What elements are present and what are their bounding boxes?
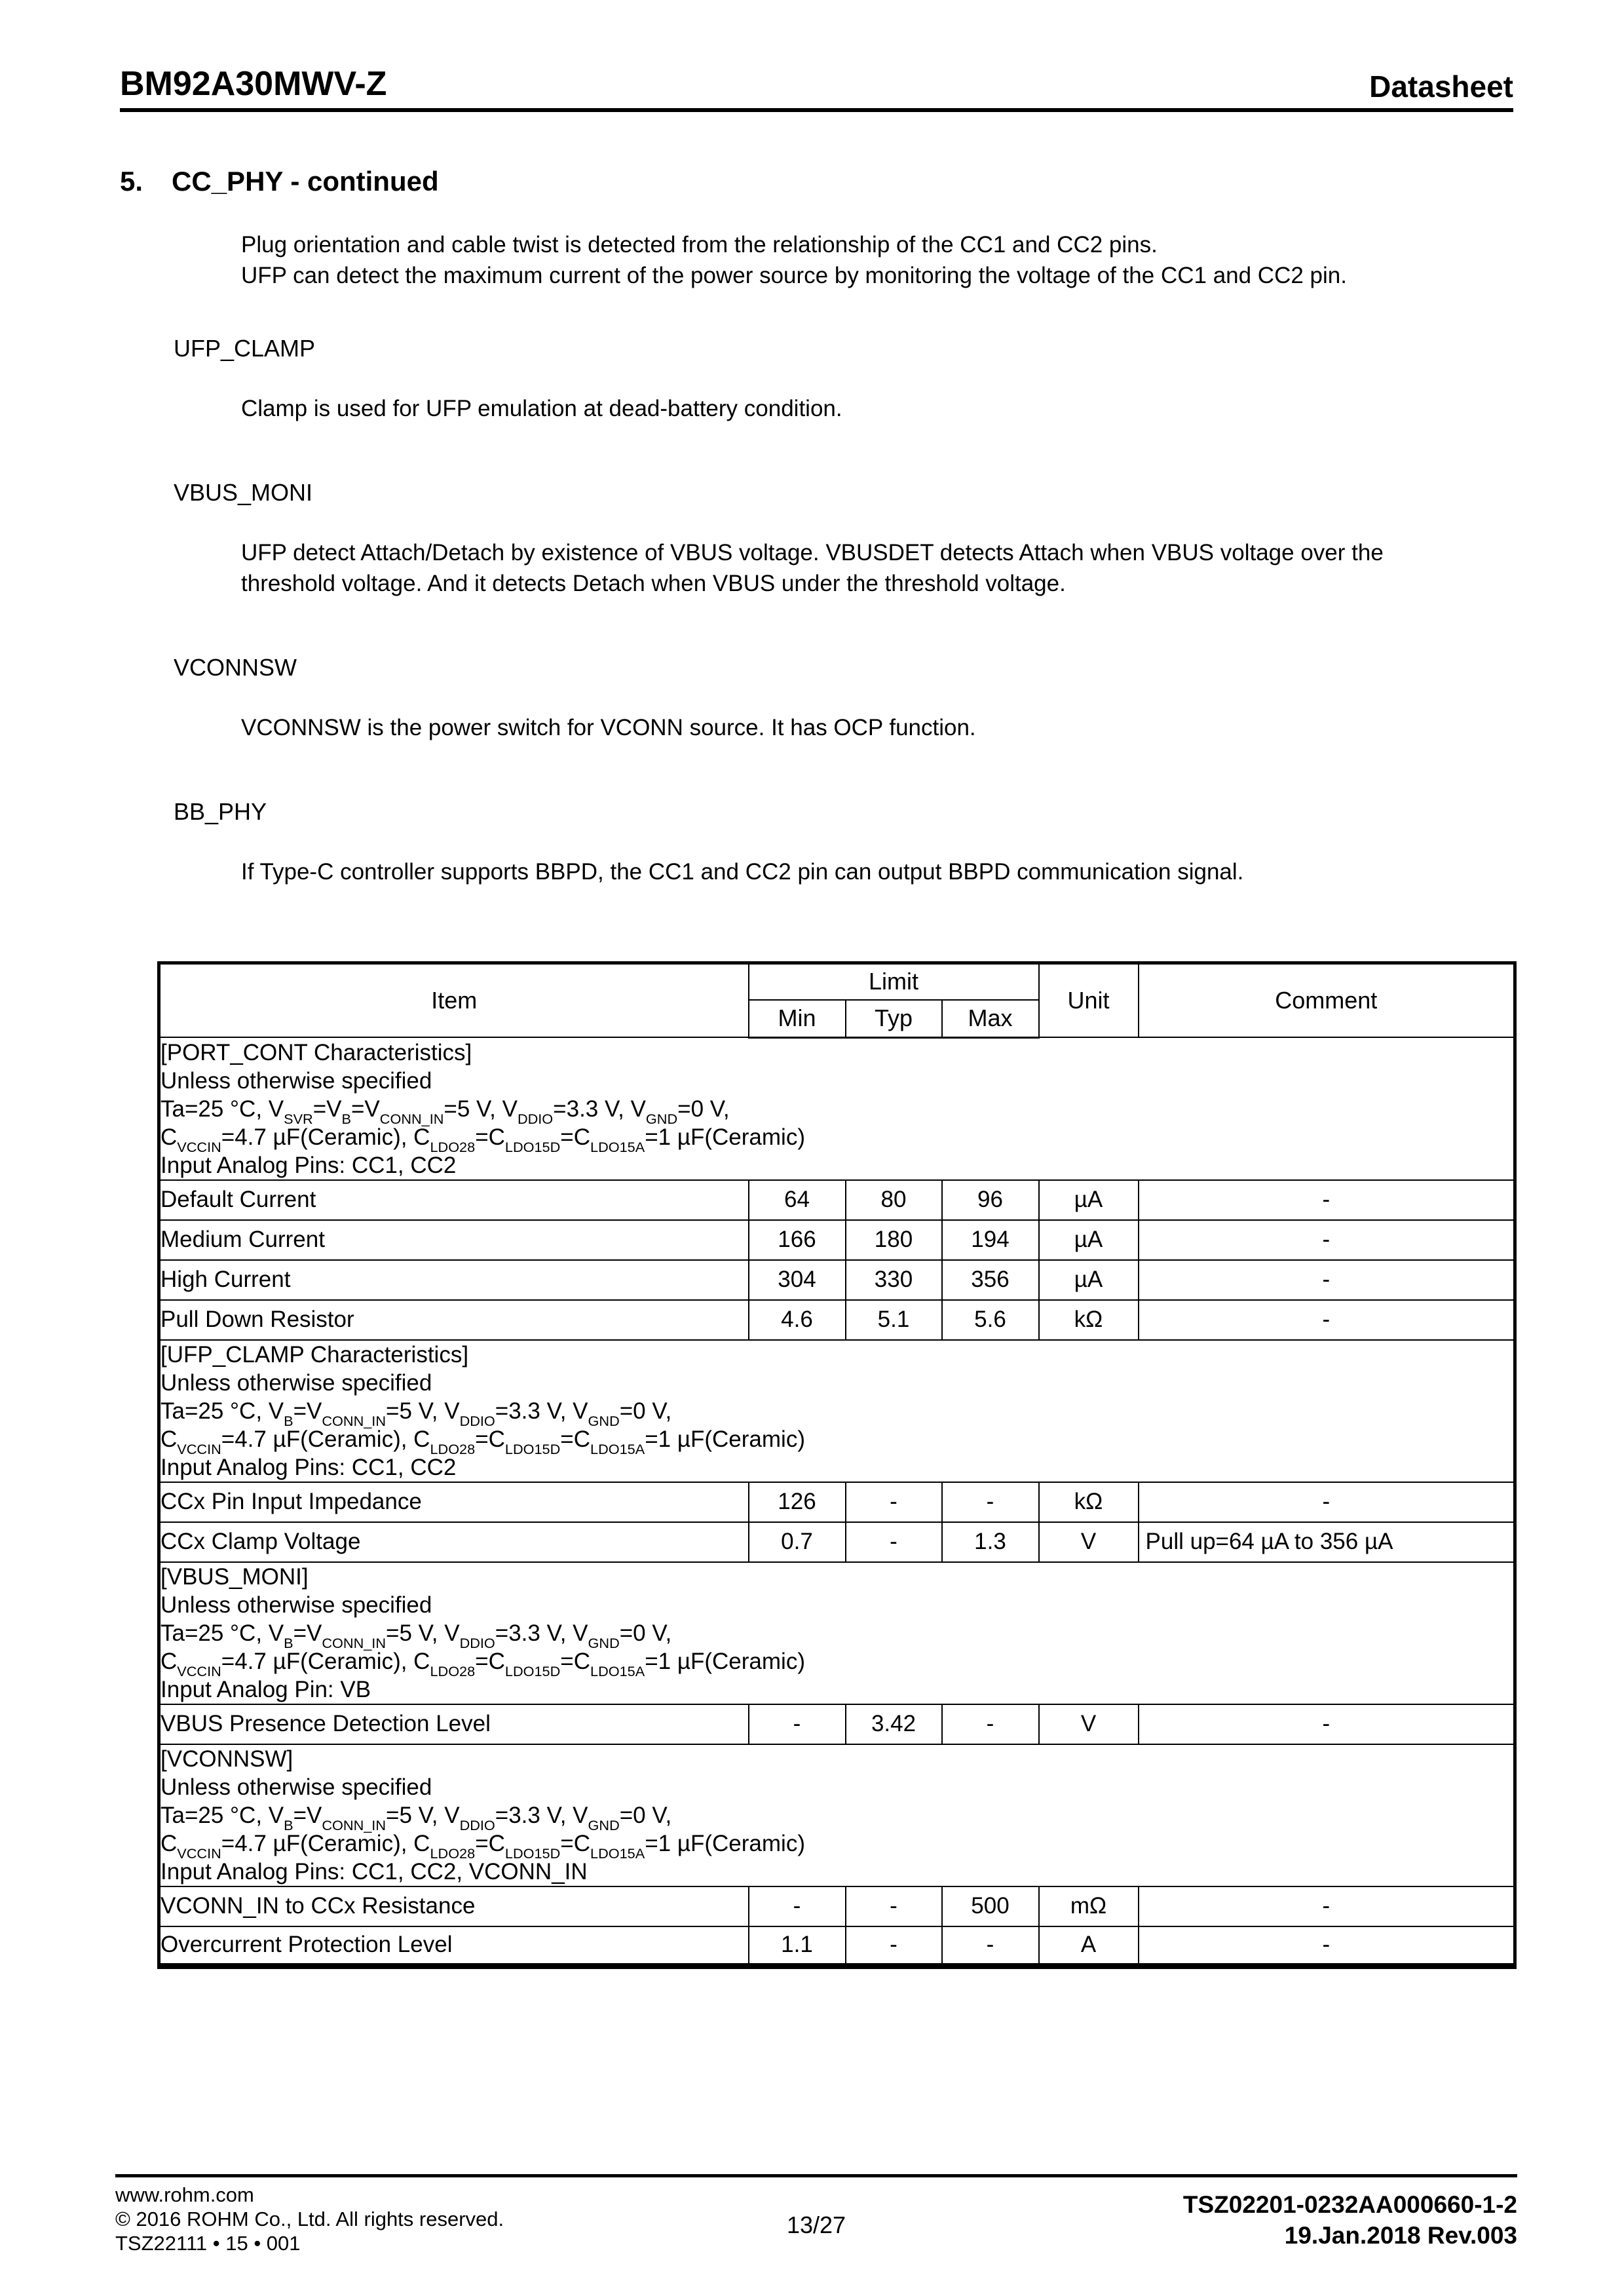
unit-cell: A <box>1039 1926 1139 1966</box>
table-row <box>159 1180 1515 1220</box>
unit-cell: V <box>1039 1704 1139 1744</box>
section-condition-line: Ta=25 °C, $V_B=V_{CONN\_IN}=5$ V, $V_{DDIO}=3.3$ V, $V_{GND}=0$ V, <box>161 1802 672 1833</box>
section-heading <box>120 164 1513 199</box>
item-cell: CCx Pin Input Impedance <box>159 1482 749 1522</box>
typ-cell: 180 <box>846 1220 942 1260</box>
characteristics-table <box>157 961 1517 1970</box>
table-row <box>159 1220 1515 1260</box>
max-cell: 5.6 <box>942 1300 1039 1340</box>
section-condition-line: $C_{VCCIN}=4.7$ µF(Ceramic), $C_{LDO28}=C_{LDO15D}=C_{LDO15A}=1$ µF(Ceramic) <box>161 1830 805 1862</box>
footer-form-code: TSZ22111 • 15 • 001 <box>115 2232 301 2255</box>
section-condition-line: Ta=25 °C, $V_B=V_{CONN\_IN}=5$ V, $V_{DDIO}=3.3$ V, $V_{GND}=0$ V, <box>161 1398 672 1429</box>
table-header-row-1 <box>159 963 1515 1000</box>
section-condition-line: $C_{VCCIN}=4.7$ µF(Ceramic), $C_{LDO28}=C_{LDO15D}=C_{LDO15A}=1$ µF(Ceramic) <box>161 1124 805 1155</box>
section-condition-line: Ta=25 °C, $V_B=V_{CONN\_IN}=5$ V, $V_{DDIO}=3.3$ V, $V_{GND}=0$ V, <box>161 1620 672 1651</box>
section-title-line: [VBUS_MONI] <box>161 1563 309 1590</box>
item-cell: Medium Current <box>159 1220 749 1260</box>
subsection-body-bb-phy: If Type-C controller supports BBPD, the CC1 and CC2 pin can output BBPD communication signal. <box>241 858 1244 885</box>
subsection-body-vbus-moni: UFP detect Attach/Detach by existence of VBUS voltage. VBUSDET detects Attach when VBUS voltage over the threshold voltage. And it detects Detach when VBUS under the threshold voltage. <box>241 539 1384 596</box>
comment-cell: Pull up=64 µA to 356 µA <box>1139 1522 1515 1562</box>
section-title-line: [VCONNSW] <box>161 1746 293 1772</box>
section-title-line: [UFP_CLAMP Characteristics] <box>161 1341 469 1368</box>
intro-paragraph <box>241 229 1479 291</box>
col-header-unit: Unit <box>1039 963 1139 1037</box>
min-cell: 304 <box>749 1260 846 1300</box>
unit-cell: µA <box>1039 1260 1139 1300</box>
comment-cell: - <box>1139 1886 1515 1926</box>
intro-line-2: UFP can detect the maximum current of the power source by monitoring the voltage of the CC1 and CC2 pin. <box>241 262 1347 288</box>
comment-cell: - <box>1139 1260 1515 1300</box>
unit-cell: kΩ <box>1039 1482 1139 1522</box>
section-condition-line: Unless otherwise specified <box>161 1774 432 1800</box>
typ-cell: 5.1 <box>846 1300 942 1340</box>
section-condition-line: Unless otherwise specified <box>161 1369 432 1396</box>
typ-cell: - <box>846 1886 942 1926</box>
unit-cell: V <box>1039 1522 1139 1562</box>
section-number: 5. <box>120 166 143 197</box>
typ-cell: - <box>846 1926 942 1966</box>
item-cell: VCONN_IN to CCx Resistance <box>159 1886 749 1926</box>
typ-cell: 330 <box>846 1260 942 1300</box>
section-conditions-vconnsw <box>159 1744 1515 1886</box>
col-header-item: Item <box>159 963 749 1037</box>
section-condition-line: Ta=25 °C, $V_{SVR}=V_B=V_{CONN\_IN}=5$ V, $V_{DDIO}=3.3$ V, $V_{GND}=0$ V, <box>161 1096 730 1127</box>
max-cell: 500 <box>942 1886 1039 1926</box>
col-header-typ: Typ <box>846 1000 942 1037</box>
max-cell: 1.3 <box>942 1522 1039 1562</box>
footer-right-block <box>1183 2189 1517 2255</box>
page-footer <box>115 2174 1517 2255</box>
typ-cell: 80 <box>846 1180 942 1220</box>
table-section-header-row <box>159 1562 1515 1704</box>
footer-website: www.rohm.com <box>115 2183 254 2206</box>
max-cell: 356 <box>942 1260 1039 1300</box>
subsection-body-ufp-clamp: Clamp is used for UFP emulation at dead-battery condition. <box>241 395 842 421</box>
section-conditions-port-cont <box>159 1037 1515 1180</box>
max-cell: 194 <box>942 1220 1039 1260</box>
section-conditions-vbus-moni <box>159 1562 1515 1704</box>
max-cell: - <box>942 1926 1039 1966</box>
item-cell: Default Current <box>159 1180 749 1220</box>
unit-cell: kΩ <box>1039 1300 1139 1340</box>
table-section-header-row <box>159 1340 1515 1482</box>
item-cell: Overcurrent Protection Level <box>159 1926 749 1966</box>
col-header-limit: Limit <box>749 963 1039 1000</box>
section-condition-line: Input Analog Pins: CC1, CC2, VCONN_IN <box>161 1858 588 1885</box>
footer-page-number: 13/27 <box>786 2211 846 2238</box>
footer-revision: 19.Jan.2018 Rev.003 <box>1284 2222 1517 2249</box>
min-cell: - <box>749 1704 846 1744</box>
max-cell: - <box>942 1482 1039 1522</box>
unit-cell: µA <box>1039 1220 1139 1260</box>
footer-doc-number: TSZ02201-0232AA000660-1-2 <box>1182 2191 1517 2218</box>
comment-cell: - <box>1139 1220 1515 1260</box>
col-header-min: Min <box>749 1000 846 1037</box>
product-title: BM92A30MWV-Z <box>120 65 387 103</box>
comment-cell: - <box>1139 1482 1515 1522</box>
min-cell: 126 <box>749 1482 846 1522</box>
page-header <box>120 0 1513 112</box>
min-cell: 4.6 <box>749 1300 846 1340</box>
section-condition-line: Input Analog Pins: CC1, CC2 <box>161 1454 457 1480</box>
section-condition-line: $C_{VCCIN}=4.7$ µF(Ceramic), $C_{LDO28}=C_{LDO15D}=C_{LDO15A}=1$ µF(Ceramic) <box>161 1426 805 1457</box>
typ-cell: - <box>846 1522 942 1562</box>
item-cell: CCx Clamp Voltage <box>159 1522 749 1562</box>
min-cell: 1.1 <box>749 1926 846 1966</box>
comment-cell: - <box>1139 1300 1515 1340</box>
table-row <box>159 1482 1515 1522</box>
max-cell: - <box>942 1704 1039 1744</box>
section-conditions-ufp-clamp <box>159 1340 1515 1482</box>
table-row <box>159 1926 1515 1966</box>
subsection-heading-ufp-clamp: UFP_CLAMP <box>174 334 316 362</box>
section-condition-line: Unless otherwise specified <box>161 1067 432 1094</box>
subsection-body-vconnsw: VCONNSW is the power switch for VCONN source. It has OCP function. <box>241 714 976 740</box>
unit-cell: mΩ <box>1039 1886 1139 1926</box>
section-title-line: [PORT_CONT Characteristics] <box>161 1039 472 1065</box>
table-section-header-row <box>159 1037 1515 1180</box>
subsection-heading-vconnsw: VCONNSW <box>174 653 297 681</box>
item-cell: VBUS Presence Detection Level <box>159 1704 749 1744</box>
min-cell: 166 <box>749 1220 846 1260</box>
section-condition-line: $C_{VCCIN}=4.7$ µF(Ceramic), $C_{LDO28}=C_{LDO15D}=C_{LDO15A}=1$ µF(Ceramic) <box>161 1648 805 1679</box>
min-cell: 64 <box>749 1180 846 1220</box>
comment-cell: - <box>1139 1180 1515 1220</box>
table-row <box>159 1522 1515 1562</box>
doc-type-label: Datasheet <box>1369 69 1513 104</box>
table-row <box>159 1704 1515 1744</box>
table-row <box>159 1886 1515 1926</box>
section-condition-line: Input Analog Pin: VB <box>161 1676 371 1702</box>
unit-cell: µA <box>1039 1180 1139 1220</box>
subsection-heading-vbus-moni: VBUS_MONI <box>174 478 313 506</box>
max-cell: 96 <box>942 1180 1039 1220</box>
item-cell: Pull Down Resistor <box>159 1300 749 1340</box>
table-section-header-row <box>159 1744 1515 1886</box>
section-condition-line: Unless otherwise specified <box>161 1592 432 1618</box>
intro-line-1: Plug orientation and cable twist is detected from the relationship of the CC1 and CC2 pins. <box>241 231 1158 258</box>
footer-copyright: © 2016 ROHM Co., Ltd. All rights reserved. <box>115 2208 504 2230</box>
section-title: CC_PHY - continued <box>172 166 439 197</box>
table-row <box>159 1300 1515 1340</box>
table-header <box>159 963 1515 1037</box>
subsection-heading-bb-phy: BB_PHY <box>174 797 267 825</box>
col-header-comment: Comment <box>1139 963 1515 1037</box>
col-header-max: Max <box>942 1000 1039 1037</box>
comment-cell: - <box>1139 1704 1515 1744</box>
typ-cell: - <box>846 1482 942 1522</box>
min-cell: 0.7 <box>749 1522 846 1562</box>
typ-cell: 3.42 <box>846 1704 942 1744</box>
table-row <box>159 1260 1515 1300</box>
comment-cell: - <box>1139 1926 1515 1966</box>
footer-left-block <box>115 2183 504 2255</box>
item-cell: High Current <box>159 1260 749 1300</box>
min-cell: - <box>749 1886 846 1926</box>
section-condition-line: Input Analog Pins: CC1, CC2 <box>161 1152 457 1178</box>
page-content <box>120 0 1513 1969</box>
